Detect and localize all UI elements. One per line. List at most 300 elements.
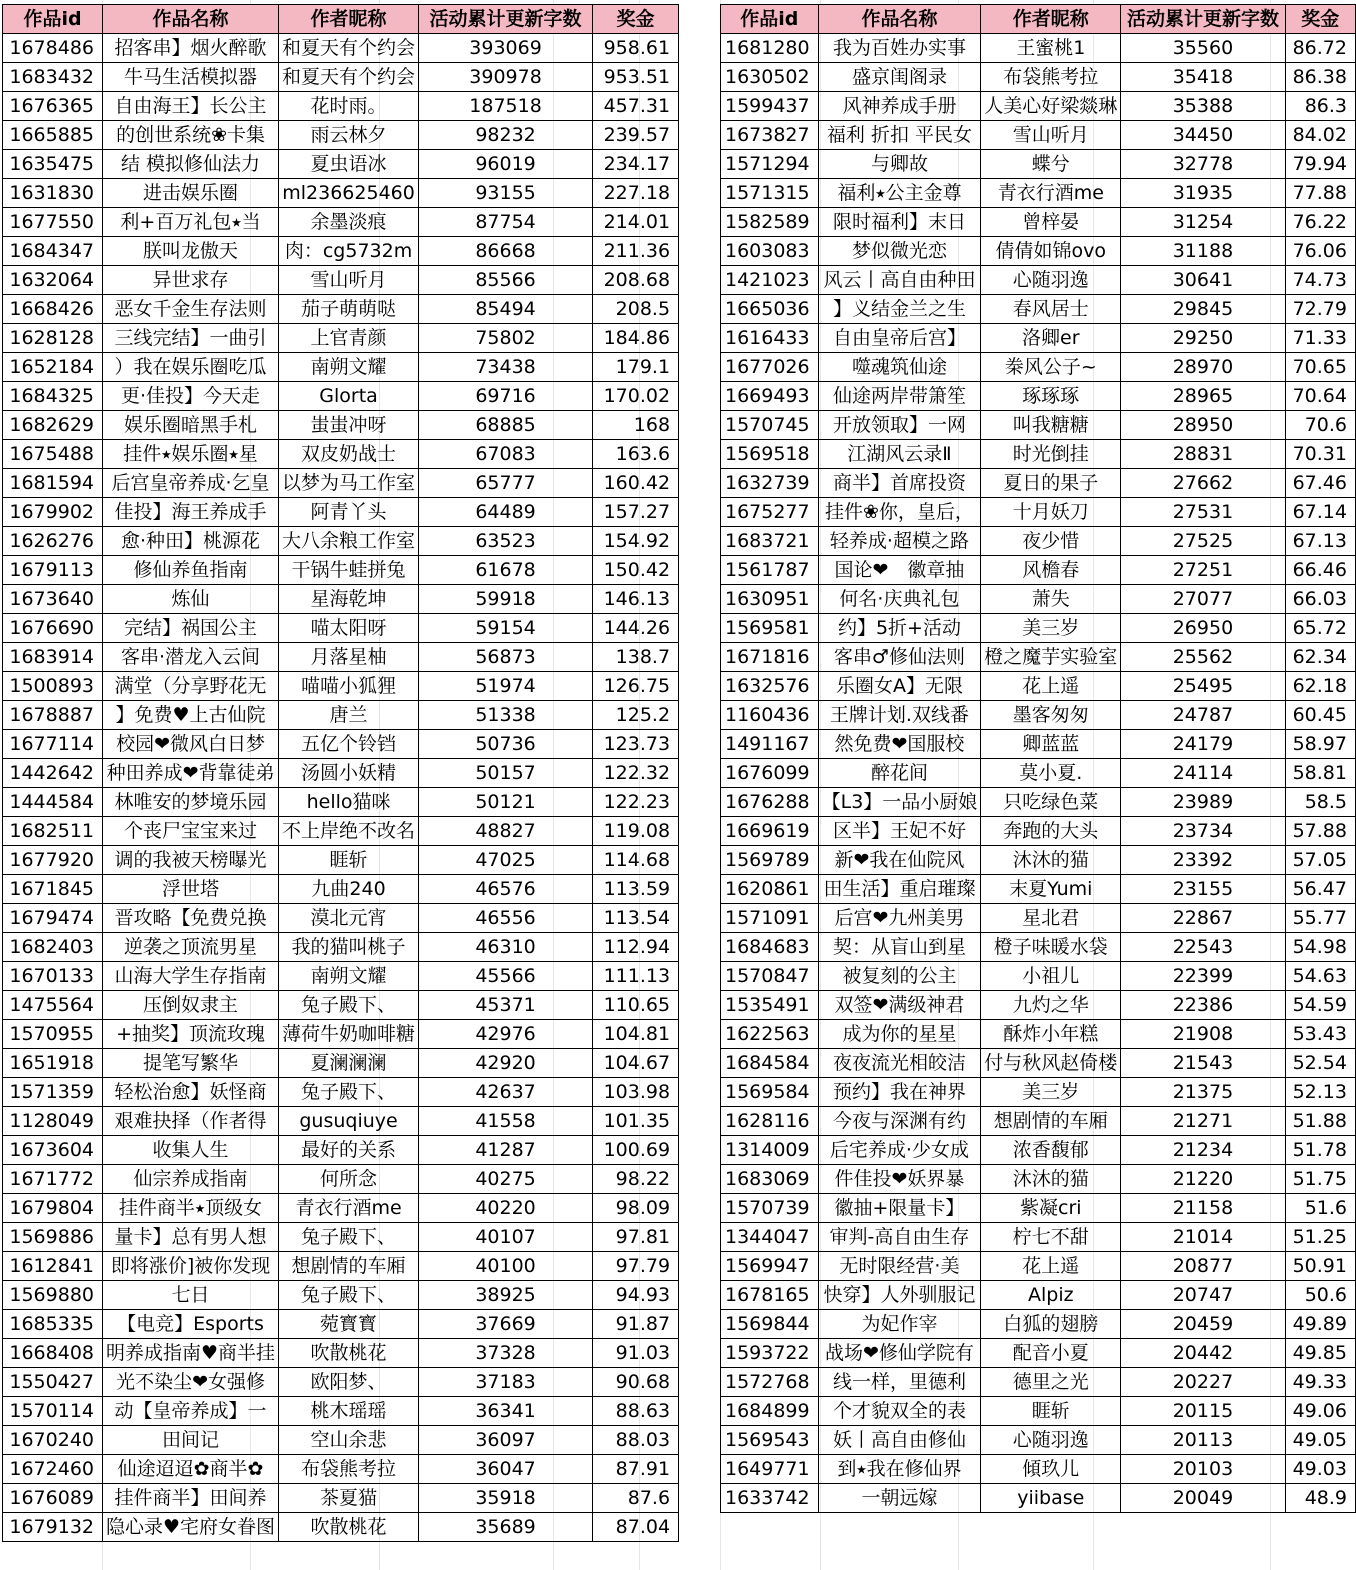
header-cell-work-id[interactable]: 作品id — [721, 5, 819, 34]
table-row[interactable] — [721, 1397, 1356, 1426]
cell-word-count[interactable]: 24179 — [1121, 730, 1285, 759]
table-row[interactable] — [721, 1165, 1356, 1194]
cell-word-count[interactable]: 45371 — [419, 991, 593, 1020]
cell-word-count[interactable]: 31188 — [1121, 237, 1285, 266]
cell-work-name[interactable]: 盛京闺阁录 — [818, 63, 981, 92]
cell-word-count[interactable]: 21908 — [1121, 1020, 1285, 1049]
cell-word-count[interactable]: 48827 — [419, 817, 593, 846]
cell-word-count[interactable]: 59918 — [419, 585, 593, 614]
cell-word-count[interactable]: 75802 — [419, 324, 593, 353]
cell-bonus[interactable]: 119.08 — [593, 817, 679, 846]
cell-bonus[interactable]: 70.6 — [1285, 411, 1355, 440]
cell-author[interactable]: 白狐的翅膀 — [981, 1310, 1121, 1339]
table-row[interactable] — [3, 875, 679, 904]
cell-author[interactable]: 布袋熊考拉 — [981, 63, 1121, 92]
table-row[interactable] — [3, 1281, 679, 1310]
cell-work-name[interactable]: 妖丨高自由修仙 — [818, 1426, 981, 1455]
cell-author[interactable]: 兔子殿下、 — [279, 991, 419, 1020]
cell-work-name[interactable]: 隐心录♥宅府女眷图 — [103, 1513, 279, 1542]
cell-bonus[interactable]: 77.88 — [1285, 179, 1355, 208]
cell-author[interactable]: 五亿个铃铛 — [279, 730, 419, 759]
cell-work-name[interactable]: 然免费❤国服校 — [818, 730, 981, 759]
cell-bonus[interactable]: 51.25 — [1285, 1223, 1355, 1252]
cell-work-name[interactable]: 福利⭑公主金尊 — [818, 179, 981, 208]
cell-bonus[interactable]: 71.33 — [1285, 324, 1355, 353]
cell-author[interactable]: 阿青丫头 — [279, 498, 419, 527]
cell-bonus[interactable]: 126.75 — [593, 672, 679, 701]
cell-work-name[interactable]: 仙宗养成指南 — [103, 1165, 279, 1194]
cell-author[interactable]: 夏日的果子 — [981, 469, 1121, 498]
cell-work-id[interactable]: 1314009 — [721, 1136, 819, 1165]
table-row[interactable] — [3, 63, 679, 92]
table-row[interactable] — [3, 1165, 679, 1194]
cell-bonus[interactable]: 208.68 — [593, 266, 679, 295]
table-row[interactable] — [721, 150, 1356, 179]
cell-work-id[interactable]: 1671816 — [721, 643, 819, 672]
table-row[interactable] — [3, 1339, 679, 1368]
cell-author[interactable]: 琢琢琢 — [981, 382, 1121, 411]
cell-word-count[interactable]: 56873 — [419, 643, 593, 672]
cell-work-id[interactable]: 1628128 — [3, 324, 103, 353]
table-row[interactable] — [3, 34, 679, 63]
cell-word-count[interactable]: 35689 — [419, 1513, 593, 1542]
cell-word-count[interactable]: 23392 — [1121, 846, 1285, 875]
cell-author[interactable]: 吹散桃花 — [279, 1339, 419, 1368]
table-row[interactable] — [721, 237, 1356, 266]
cell-work-name[interactable]: 炼仙 — [103, 585, 279, 614]
cell-bonus[interactable]: 49.85 — [1285, 1339, 1355, 1368]
cell-work-name[interactable]: +抽奖】顶流玫瑰 — [103, 1020, 279, 1049]
table-row[interactable] — [721, 846, 1356, 875]
cell-word-count[interactable]: 20103 — [1121, 1455, 1285, 1484]
cell-bonus[interactable]: 125.2 — [593, 701, 679, 730]
table-row[interactable] — [3, 469, 679, 498]
cell-bonus[interactable]: 70.31 — [1285, 440, 1355, 469]
cell-author[interactable]: 漠北元宵 — [279, 904, 419, 933]
table-row[interactable] — [721, 527, 1356, 556]
table-row[interactable] — [721, 411, 1356, 440]
cell-bonus[interactable]: 54.63 — [1285, 962, 1355, 991]
table-row[interactable] — [3, 962, 679, 991]
cell-author[interactable]: 墨客匆匆 — [981, 701, 1121, 730]
cell-author[interactable]: 布袋熊考拉 — [279, 1455, 419, 1484]
cell-word-count[interactable]: 21014 — [1121, 1223, 1285, 1252]
cell-work-name[interactable]: 醉花间 — [818, 759, 981, 788]
table-row[interactable] — [721, 904, 1356, 933]
table-row[interactable] — [3, 1397, 679, 1426]
cell-word-count[interactable]: 27077 — [1121, 585, 1285, 614]
cell-bonus[interactable]: 48.9 — [1285, 1484, 1355, 1513]
cell-work-id[interactable]: 1684899 — [721, 1397, 819, 1426]
cell-author[interactable]: 花时雨。 — [279, 92, 419, 121]
table-row[interactable] — [721, 962, 1356, 991]
cell-bonus[interactable]: 160.42 — [593, 469, 679, 498]
cell-word-count[interactable]: 40220 — [419, 1194, 593, 1223]
cell-work-id[interactable]: 1652184 — [3, 353, 103, 382]
cell-work-id[interactable]: 1681594 — [3, 469, 103, 498]
cell-word-count[interactable]: 98232 — [419, 121, 593, 150]
cell-word-count[interactable]: 22867 — [1121, 904, 1285, 933]
cell-bonus[interactable]: 55.77 — [1285, 904, 1355, 933]
cell-work-name[interactable]: 【电竞】Esports — [103, 1310, 279, 1339]
cell-word-count[interactable]: 45566 — [419, 962, 593, 991]
header-cell-bonus[interactable]: 奖金 — [1285, 5, 1355, 34]
cell-author[interactable]: 大八余粮工作室 — [279, 527, 419, 556]
table-row[interactable] — [3, 904, 679, 933]
cell-bonus[interactable]: 84.02 — [1285, 121, 1355, 150]
table-row[interactable] — [3, 1455, 679, 1484]
cell-bonus[interactable]: 100.69 — [593, 1136, 679, 1165]
cell-work-id[interactable]: 1571294 — [721, 150, 819, 179]
table-row[interactable] — [3, 179, 679, 208]
cell-bonus[interactable]: 88.03 — [593, 1426, 679, 1455]
cell-work-name[interactable]: 异世求存 — [103, 266, 279, 295]
cell-work-name[interactable]: 开放领取】一网 — [818, 411, 981, 440]
table-row[interactable] — [721, 643, 1356, 672]
cell-author[interactable]: 德里之光 — [981, 1368, 1121, 1397]
cell-work-name[interactable]: 约】5折+活动 — [818, 614, 981, 643]
cell-work-name[interactable]: 自由皇帝后宫】 — [818, 324, 981, 353]
cell-bonus[interactable]: 91.03 — [593, 1339, 679, 1368]
table-row[interactable] — [721, 121, 1356, 150]
cell-bonus[interactable]: 168 — [593, 411, 679, 440]
cell-work-id[interactable]: 1683914 — [3, 643, 103, 672]
cell-work-name[interactable]: 今夜与深渊有约 — [818, 1107, 981, 1136]
cell-work-id[interactable]: 1569518 — [721, 440, 819, 469]
cell-author[interactable]: Alpiz — [981, 1281, 1121, 1310]
cell-author[interactable]: 兔子殿下、 — [279, 1223, 419, 1252]
cell-work-name[interactable]: 进击娱乐圈 — [103, 179, 279, 208]
cell-author[interactable]: 余墨淡痕 — [279, 208, 419, 237]
header-cell-author[interactable]: 作者昵称 — [279, 5, 419, 34]
table-row[interactable] — [3, 991, 679, 1020]
cell-word-count[interactable]: 46556 — [419, 904, 593, 933]
cell-author[interactable]: 洛卿er — [981, 324, 1121, 353]
cell-work-name[interactable]: 挂件商半】田间养 — [103, 1484, 279, 1513]
cell-work-name[interactable]: 个才貌双全的表 — [818, 1397, 981, 1426]
table-row[interactable] — [721, 1310, 1356, 1339]
cell-author[interactable]: 喵喵小狐狸 — [279, 672, 419, 701]
cell-work-name[interactable]: 的创世系统❀卡集 — [103, 121, 279, 150]
cell-work-id[interactable]: 1676288 — [721, 788, 819, 817]
cell-work-name[interactable]: 新❤我在仙院风 — [818, 846, 981, 875]
cell-word-count[interactable]: 96019 — [419, 150, 593, 179]
cell-work-id[interactable]: 1632064 — [3, 266, 103, 295]
table-row[interactable] — [3, 324, 679, 353]
table-row[interactable] — [721, 295, 1356, 324]
cell-bonus[interactable]: 49.89 — [1285, 1310, 1355, 1339]
cell-author[interactable]: 桃木瑶瑶 — [279, 1397, 419, 1426]
cell-work-id[interactable]: 1344047 — [721, 1223, 819, 1252]
table-row[interactable] — [3, 1020, 679, 1049]
cell-work-id[interactable]: 1673640 — [3, 585, 103, 614]
cell-bonus[interactable]: 70.65 — [1285, 353, 1355, 382]
table-row[interactable] — [3, 1194, 679, 1223]
table-row[interactable] — [721, 34, 1356, 63]
cell-work-name[interactable]: 客串♂修仙法则 — [818, 643, 981, 672]
table-row[interactable] — [3, 817, 679, 846]
table-row[interactable] — [3, 643, 679, 672]
cell-bonus[interactable]: 67.13 — [1285, 527, 1355, 556]
cell-bonus[interactable]: 76.06 — [1285, 237, 1355, 266]
cell-work-id[interactable]: 1569584 — [721, 1078, 819, 1107]
table-row[interactable] — [3, 1484, 679, 1513]
cell-author[interactable]: gusuqiuye — [279, 1107, 419, 1136]
cell-author[interactable]: 沐沐的猫 — [981, 1165, 1121, 1194]
cell-author[interactable]: 我的猫叫桃子 — [279, 933, 419, 962]
cell-bonus[interactable]: 97.81 — [593, 1223, 679, 1252]
cell-word-count[interactable]: 20877 — [1121, 1252, 1285, 1281]
cell-bonus[interactable]: 122.23 — [593, 788, 679, 817]
cell-work-name[interactable]: 娱乐圈暗黑手札 — [103, 411, 279, 440]
cell-bonus[interactable]: 51.78 — [1285, 1136, 1355, 1165]
cell-work-name[interactable]: ）我在娱乐圈吃瓜 — [103, 353, 279, 382]
cell-work-id[interactable]: 1631830 — [3, 179, 103, 208]
cell-work-id[interactable]: 1626276 — [3, 527, 103, 556]
cell-work-name[interactable]: 限时福利】末日 — [818, 208, 981, 237]
cell-author[interactable]: 浓香馥郁 — [981, 1136, 1121, 1165]
cell-author[interactable]: 桊风公子~ — [981, 353, 1121, 382]
cell-bonus[interactable]: 58.81 — [1285, 759, 1355, 788]
cell-author[interactable]: 花上遥 — [981, 672, 1121, 701]
cell-author[interactable]: 月落星柚 — [279, 643, 419, 672]
table-row[interactable] — [3, 846, 679, 875]
cell-word-count[interactable]: 21220 — [1121, 1165, 1285, 1194]
cell-bonus[interactable]: 958.61 — [593, 34, 679, 63]
cell-work-id[interactable]: 1570847 — [721, 962, 819, 991]
cell-word-count[interactable]: 40100 — [419, 1252, 593, 1281]
cell-author[interactable]: 萧失 — [981, 585, 1121, 614]
cell-work-name[interactable]: 满堂（分享野花无 — [103, 672, 279, 701]
cell-work-id[interactable]: 1684325 — [3, 382, 103, 411]
cell-work-name[interactable]: 佳投】海王养成手 — [103, 498, 279, 527]
cell-work-name[interactable]: 结 模拟修仙法力 — [103, 150, 279, 179]
cell-author[interactable]: Glorta — [279, 382, 419, 411]
cell-work-id[interactable]: 1628116 — [721, 1107, 819, 1136]
cell-word-count[interactable]: 390978 — [419, 63, 593, 92]
cell-work-name[interactable]: 挂件商半⭑顶级女 — [103, 1194, 279, 1223]
cell-work-id[interactable]: 1684347 — [3, 237, 103, 266]
cell-work-id[interactable]: 1670133 — [3, 962, 103, 991]
cell-work-id[interactable]: 1678887 — [3, 701, 103, 730]
cell-author[interactable]: 喵太阳呀 — [279, 614, 419, 643]
cell-word-count[interactable]: 24787 — [1121, 701, 1285, 730]
cell-work-id[interactable]: 1665885 — [3, 121, 103, 150]
table-row[interactable] — [3, 788, 679, 817]
cell-word-count[interactable]: 32778 — [1121, 150, 1285, 179]
cell-work-name[interactable]: 愈·种田】桃源花 — [103, 527, 279, 556]
cell-work-id[interactable]: 1500893 — [3, 672, 103, 701]
cell-work-name[interactable]: 线一样，里德利 — [818, 1368, 981, 1397]
table-row[interactable] — [721, 498, 1356, 527]
cell-work-name[interactable]: 自由海王】长公主 — [103, 92, 279, 121]
cell-work-name[interactable]: 挂件⭑娱乐圈⭑星 — [103, 440, 279, 469]
table-row[interactable] — [721, 1078, 1356, 1107]
table-row[interactable] — [721, 1339, 1356, 1368]
cell-author[interactable]: 汤圆小妖精 — [279, 759, 419, 788]
cell-word-count[interactable]: 36341 — [419, 1397, 593, 1426]
cell-bonus[interactable]: 66.46 — [1285, 556, 1355, 585]
table-row[interactable] — [721, 585, 1356, 614]
cell-word-count[interactable]: 26950 — [1121, 614, 1285, 643]
cell-work-name[interactable]: 牛马生活模拟器 — [103, 63, 279, 92]
cell-word-count[interactable]: 25562 — [1121, 643, 1285, 672]
cell-work-id[interactable]: 1677026 — [721, 353, 819, 382]
cell-work-name[interactable]: 收集人生 — [103, 1136, 279, 1165]
cell-author[interactable]: 付与秋风赵倚楼 — [981, 1049, 1121, 1078]
cell-word-count[interactable]: 37328 — [419, 1339, 593, 1368]
cell-work-id[interactable]: 1569543 — [721, 1426, 819, 1455]
cell-author[interactable]: 干锅牛蛙拼兔 — [279, 556, 419, 585]
cell-work-name[interactable]: 快穿】人外驯服记 — [818, 1281, 981, 1310]
table-row[interactable] — [3, 92, 679, 121]
cell-word-count[interactable]: 68885 — [419, 411, 593, 440]
cell-work-id[interactable]: 1685335 — [3, 1310, 103, 1339]
cell-bonus[interactable]: 208.5 — [593, 295, 679, 324]
cell-work-name[interactable]: 战场❤修仙学院有 — [818, 1339, 981, 1368]
cell-work-name[interactable]: 招客串】烟火醉歌 — [103, 34, 279, 63]
cell-work-name[interactable]: 】义结金兰之生 — [818, 295, 981, 324]
cell-work-id[interactable]: 1572768 — [721, 1368, 819, 1397]
table-row[interactable] — [3, 411, 679, 440]
cell-bonus[interactable]: 57.88 — [1285, 817, 1355, 846]
table-row[interactable] — [3, 759, 679, 788]
cell-work-name[interactable]: 被复刻的公主 — [818, 962, 981, 991]
table-row[interactable] — [3, 440, 679, 469]
table-row[interactable] — [721, 353, 1356, 382]
table-row[interactable] — [721, 324, 1356, 353]
cell-bonus[interactable]: 98.22 — [593, 1165, 679, 1194]
cell-author[interactable]: 想剧情的车厢 — [981, 1107, 1121, 1136]
table-row[interactable] — [721, 1049, 1356, 1078]
cell-word-count[interactable]: 23989 — [1121, 788, 1285, 817]
cell-author[interactable]: 青衣行酒me — [981, 179, 1121, 208]
table-row[interactable] — [3, 556, 679, 585]
cell-bonus[interactable]: 112.94 — [593, 933, 679, 962]
cell-word-count[interactable]: 36047 — [419, 1455, 593, 1484]
cell-work-name[interactable]: 修仙养鱼指南 — [103, 556, 279, 585]
cell-work-name[interactable]: 件佳投❤妖界暴 — [818, 1165, 981, 1194]
cell-work-id[interactable]: 1671845 — [3, 875, 103, 904]
cell-work-id[interactable]: 1475564 — [3, 991, 103, 1020]
cell-word-count[interactable]: 67083 — [419, 440, 593, 469]
table-row[interactable] — [721, 1484, 1356, 1513]
cell-work-id[interactable]: 1570745 — [721, 411, 819, 440]
cell-work-name[interactable]: 仙途两岸带箫笙 — [818, 382, 981, 411]
cell-work-id[interactable]: 1442642 — [3, 759, 103, 788]
cell-work-name[interactable]: 乐圈女A】无限 — [818, 672, 981, 701]
cell-author[interactable]: 倩倩如锦ovo — [981, 237, 1121, 266]
cell-word-count[interactable]: 393069 — [419, 34, 593, 63]
cell-bonus[interactable]: 98.09 — [593, 1194, 679, 1223]
cell-author[interactable]: 花上遥 — [981, 1252, 1121, 1281]
table-row[interactable] — [3, 730, 679, 759]
table-row[interactable] — [721, 1368, 1356, 1397]
cell-author[interactable]: 欧阳梦、 — [279, 1368, 419, 1397]
cell-bonus[interactable]: 72.79 — [1285, 295, 1355, 324]
cell-word-count[interactable]: 47025 — [419, 846, 593, 875]
cell-work-name[interactable]: 压倒奴隶主 — [103, 991, 279, 1020]
table-row[interactable] — [721, 759, 1356, 788]
header-cell-word-count[interactable]: 活动累计更新字数 — [1121, 5, 1285, 34]
cell-work-id[interactable]: 1673827 — [721, 121, 819, 150]
cell-work-id[interactable]: 1676099 — [721, 759, 819, 788]
cell-work-id[interactable]: 1616433 — [721, 324, 819, 353]
cell-word-count[interactable]: 50157 — [419, 759, 593, 788]
table-row[interactable] — [3, 382, 679, 411]
cell-work-name[interactable]: 后宫皇帝养成·乞皇 — [103, 469, 279, 498]
cell-work-id[interactable]: 1635475 — [3, 150, 103, 179]
table-row[interactable] — [3, 353, 679, 382]
cell-work-id[interactable]: 1633742 — [721, 1484, 819, 1513]
cell-work-name[interactable]: 契：从盲山到星 — [818, 933, 981, 962]
cell-work-name[interactable]: 风神养成手册 — [818, 92, 981, 121]
cell-work-id[interactable]: 1569789 — [721, 846, 819, 875]
cell-author[interactable]: 吹散桃花 — [279, 1513, 419, 1542]
cell-author[interactable]: 莫小夏. — [981, 759, 1121, 788]
cell-work-id[interactable]: 1679113 — [3, 556, 103, 585]
cell-work-name[interactable]: 轻松治愈】妖怪商 — [103, 1078, 279, 1107]
cell-work-name[interactable]: 种田养成❤背靠徒弟 — [103, 759, 279, 788]
cell-bonus[interactable]: 227.18 — [593, 179, 679, 208]
cell-word-count[interactable]: 20113 — [1121, 1426, 1285, 1455]
cell-author[interactable]: 何所念 — [279, 1165, 419, 1194]
cell-word-count[interactable]: 21543 — [1121, 1049, 1285, 1078]
cell-word-count[interactable]: 27525 — [1121, 527, 1285, 556]
cell-author[interactable]: 心随羽逸 — [981, 1426, 1121, 1455]
table-row[interactable] — [721, 92, 1356, 121]
cell-word-count[interactable]: 37669 — [419, 1310, 593, 1339]
table-row[interactable] — [3, 1049, 679, 1078]
cell-bonus[interactable]: 74.73 — [1285, 266, 1355, 295]
cell-author[interactable]: 风檐春 — [981, 556, 1121, 585]
cell-word-count[interactable]: 21271 — [1121, 1107, 1285, 1136]
cell-work-id[interactable]: 1684683 — [721, 933, 819, 962]
cell-work-id[interactable]: 1683721 — [721, 527, 819, 556]
cell-word-count[interactable]: 23155 — [1121, 875, 1285, 904]
table-row[interactable] — [721, 208, 1356, 237]
cell-bonus[interactable]: 86.3 — [1285, 92, 1355, 121]
cell-work-name[interactable]: 浮世塔 — [103, 875, 279, 904]
cell-author[interactable]: 九曲240 — [279, 875, 419, 904]
cell-work-id[interactable]: 1683432 — [3, 63, 103, 92]
table-row[interactable] — [3, 1107, 679, 1136]
cell-work-id[interactable]: 1570114 — [3, 1397, 103, 1426]
cell-bonus[interactable]: 94.93 — [593, 1281, 679, 1310]
cell-work-id[interactable]: 1676690 — [3, 614, 103, 643]
cell-work-id[interactable]: 1669619 — [721, 817, 819, 846]
cell-author[interactable]: 雪山听月 — [981, 121, 1121, 150]
cell-author[interactable]: 九灼之华 — [981, 991, 1121, 1020]
cell-word-count[interactable]: 50121 — [419, 788, 593, 817]
cell-author[interactable]: 末夏Yumi — [981, 875, 1121, 904]
cell-bonus[interactable]: 122.32 — [593, 759, 679, 788]
table-row[interactable] — [3, 237, 679, 266]
cell-work-name[interactable]: 双签❤满级神君 — [818, 991, 981, 1020]
cell-work-id[interactable]: 1676365 — [3, 92, 103, 121]
table-row[interactable] — [3, 1426, 679, 1455]
cell-word-count[interactable]: 31935 — [1121, 179, 1285, 208]
cell-bonus[interactable]: 54.59 — [1285, 991, 1355, 1020]
cell-work-id[interactable]: 1677920 — [3, 846, 103, 875]
cell-bonus[interactable]: 157.27 — [593, 498, 679, 527]
cell-work-id[interactable]: 1682511 — [3, 817, 103, 846]
cell-bonus[interactable]: 49.06 — [1285, 1397, 1355, 1426]
cell-word-count[interactable]: 21234 — [1121, 1136, 1285, 1165]
cell-work-name[interactable]: 预约】我在神界 — [818, 1078, 981, 1107]
cell-bonus[interactable]: 50.91 — [1285, 1252, 1355, 1281]
cell-work-name[interactable]: 商半】首席投资 — [818, 469, 981, 498]
